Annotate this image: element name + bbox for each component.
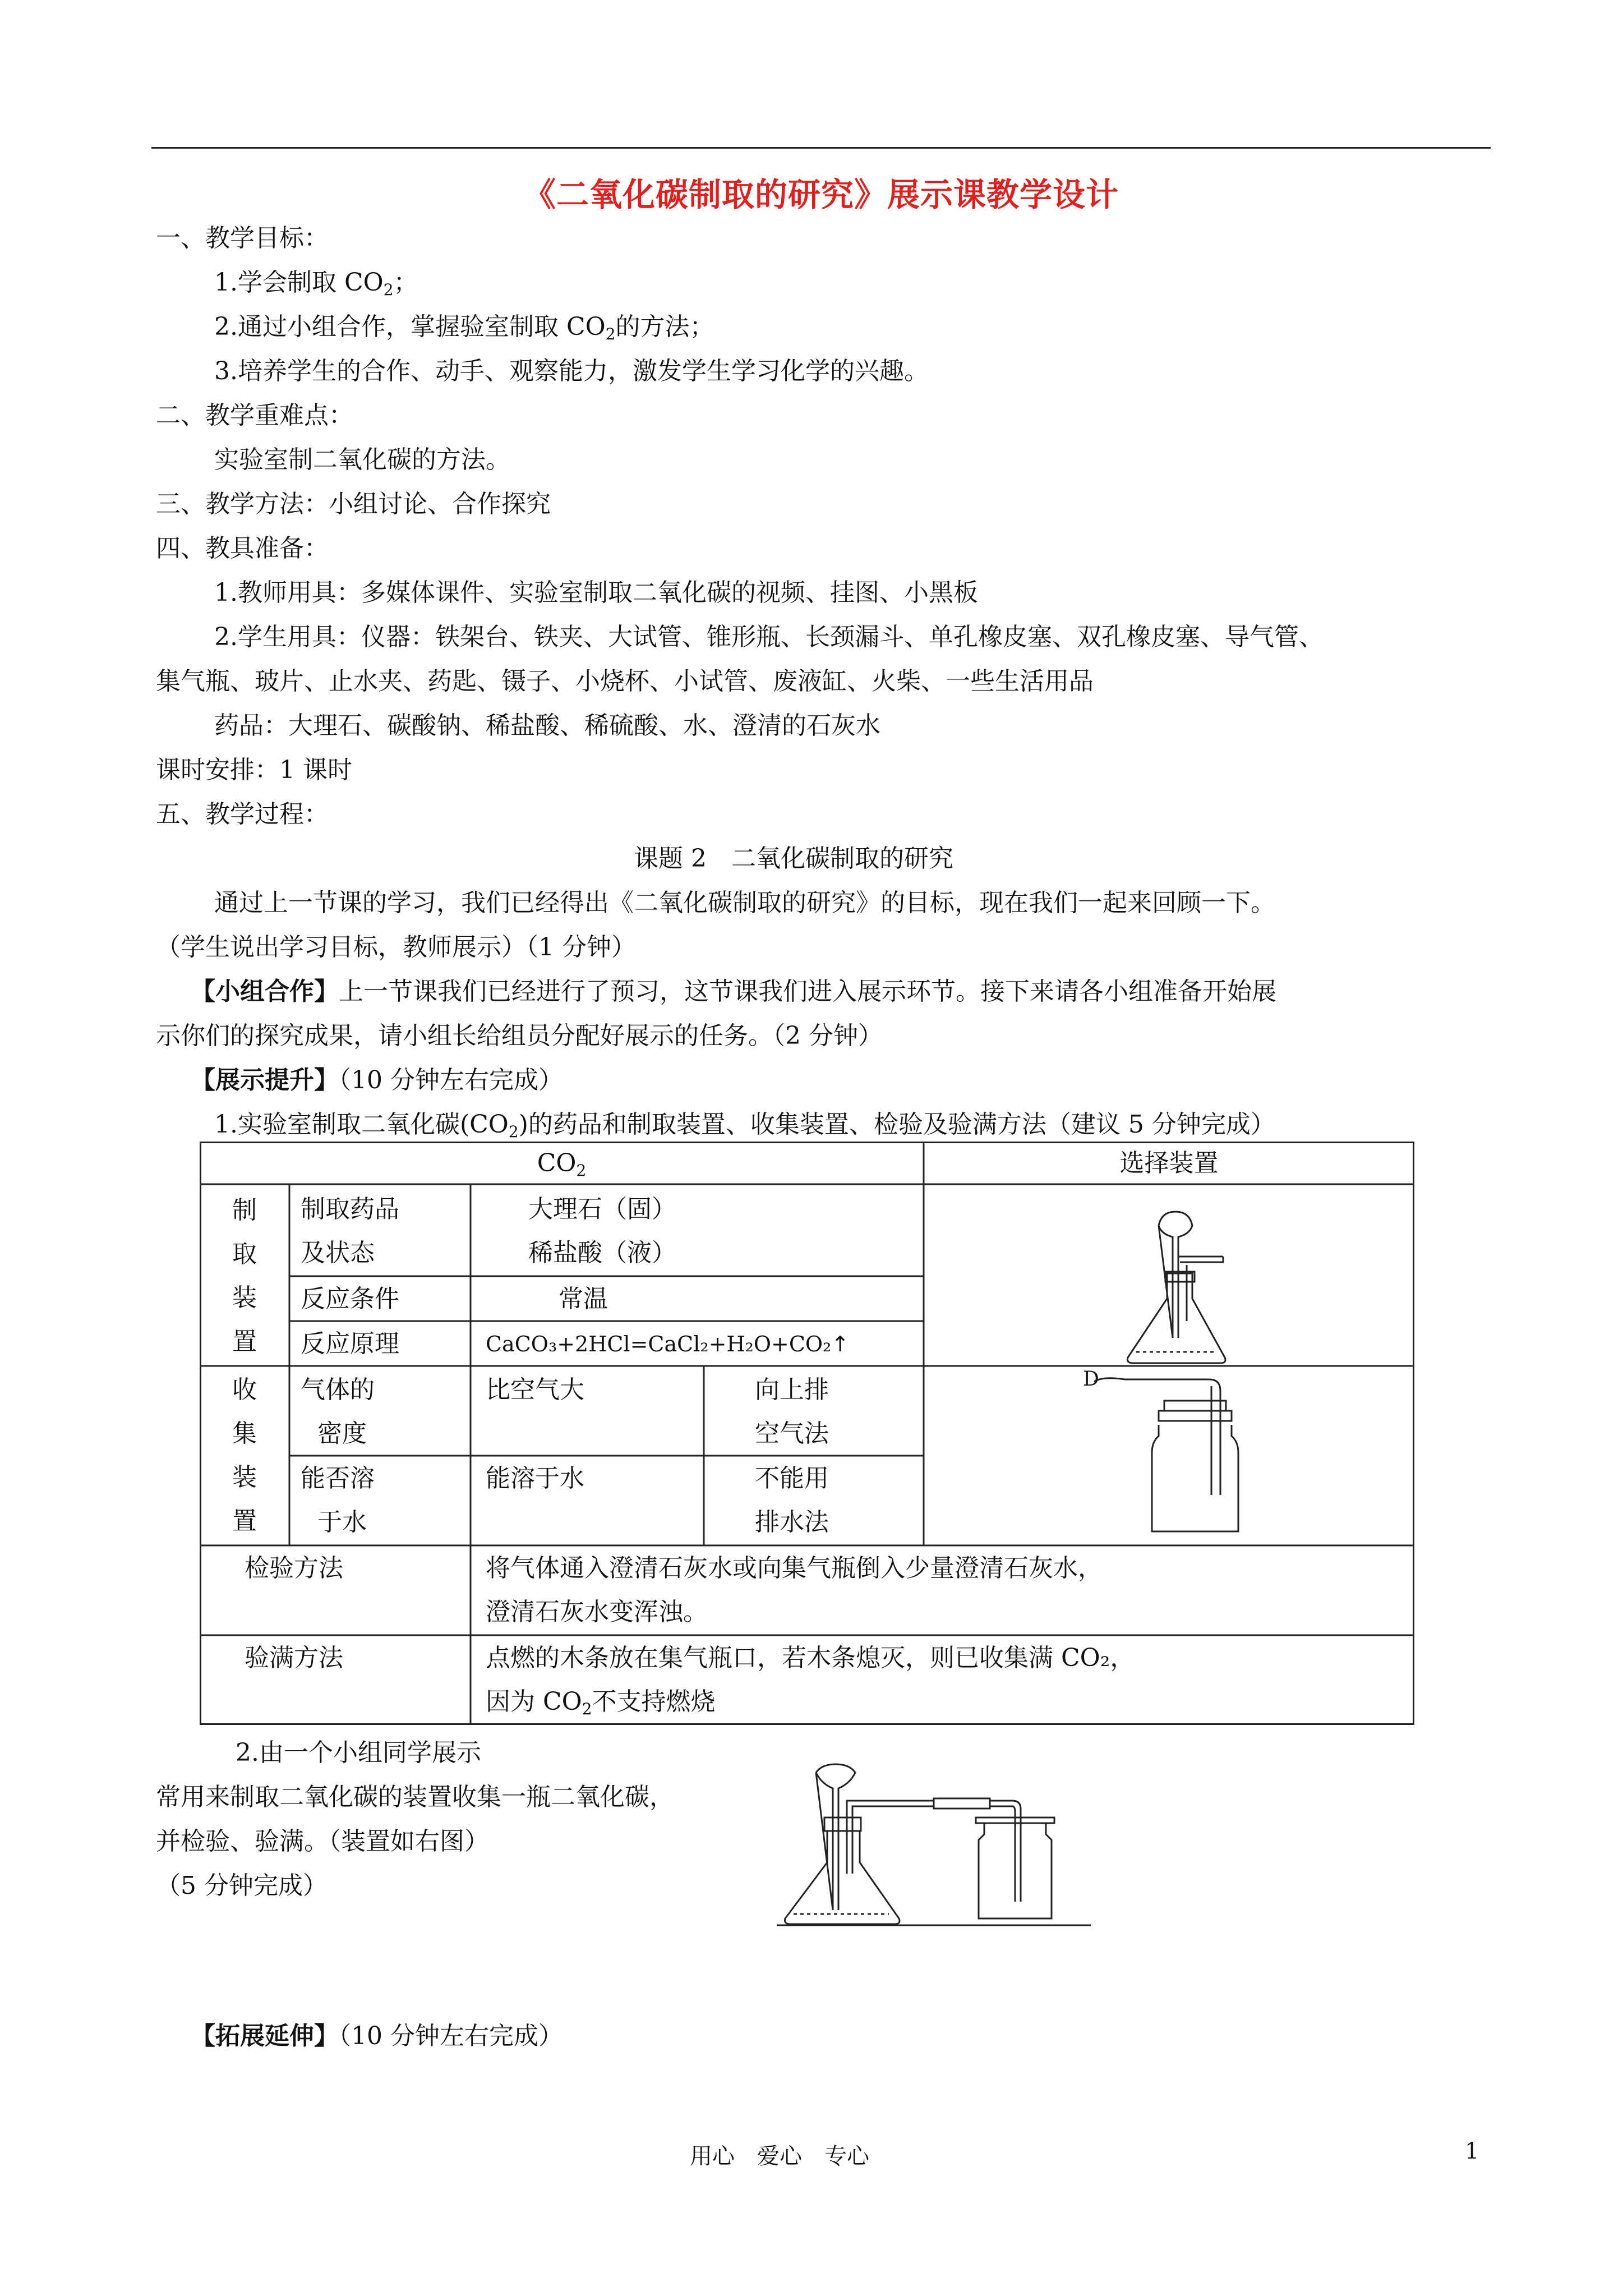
header-device: 选择装置 (1119, 1149, 1219, 1177)
intro-2: （学生说出学习目标，教师展示）（1 分钟） (156, 933, 636, 961)
solubility-method: 不能用 排水法 (755, 1464, 829, 1536)
method-line: 三、教学方法：小组讨论、合作探究 (156, 490, 551, 518)
intro-1: 通过上一节课的学习，我们已经得出《二氧化碳制取的研究》的目标，现在我们一起来回顾一下。 (214, 889, 1275, 917)
schedule-line: 课时安排：1 课时 (156, 756, 352, 784)
goals-heading: 一、教学目标： (156, 224, 329, 252)
group-paragraph-1: 【小组合作】上一节课我们已经进行了预习，这节课我们进入展示环节。接下来请各小组准备开始展 (191, 977, 1276, 1006)
header-rule (151, 147, 1491, 149)
goal-1: 1.学会制取 $CO_2$； (214, 268, 418, 299)
test-label: 检验方法 (245, 1554, 343, 1582)
principle-equation: CaCO₃+2HCl=CaCl₂+H₂O+CO₂↑ (486, 1332, 850, 1356)
drug-label: 制取药品 及状态 (301, 1195, 399, 1267)
condition-label: 反应条件 (301, 1285, 399, 1313)
group-2-label: 收 集 装 置 (232, 1375, 257, 1535)
group-tag: 【小组合作】 (191, 977, 339, 1006)
drugs-line: 药品：大理石、碳酸钠、稀盐酸、稀硫酸、水、澄清的石灰水 (214, 711, 880, 740)
solubility-label: 能否溶 于水 (301, 1464, 375, 1536)
test-value: 将气体通入澄清石灰水或向集气瓶倒入少量澄清石灰水， 澄清石灰水变浑浊。 (486, 1554, 1103, 1626)
extend-tag: 【拓展延伸】 (191, 2022, 339, 2050)
task-2-line-1: 常用来制取二氧化碳的装置收集一瓶二氧化碳， (156, 1783, 674, 1811)
generator-flask-icon (1119, 1209, 1237, 1377)
prep-student-1: 2.学生用具：仪器：铁架台、铁夹、大试管、锥形瓶、长颈漏斗、单孔橡皮塞、双孔橡皮塞、导气管、 (214, 623, 1324, 651)
header-co2: $CO_2$ (537, 1149, 587, 1180)
device-letter: D (1083, 1368, 1099, 1391)
gas-jar-icon (1091, 1372, 1254, 1540)
density-method: 向上排 空气法 (755, 1375, 829, 1448)
prep-heading: 四、教具准备： (156, 534, 329, 563)
task-2-line-2: 并检验、验满。（装置如右图） (156, 1827, 489, 1856)
full-value: 点燃的木条放在集气瓶口，若木条熄灭，则已收集满 CO₂， 因为 $CO_2$不支持燃烧 (486, 1644, 1135, 1718)
group-paragraph-2: 示你们的探究成果，请小组长给组员分配好展示的任务。（2 分钟） (156, 1022, 883, 1050)
extend-line: 【拓展延伸】（10 分钟左右完成） (191, 2022, 563, 2050)
show-line: 【展示提升】（10 分钟左右完成） (191, 1066, 563, 1094)
page-number: 1 (1465, 2138, 1479, 2164)
process-heading: 五、教学过程： (156, 800, 329, 829)
document-title: 《二氧化碳制取的研究》展示课教学设计 (523, 176, 1119, 214)
condition-value: 常温 (559, 1285, 608, 1313)
task-2-title: 2.由一个小组同学展示 (236, 1738, 481, 1767)
principle-label: 反应原理 (301, 1329, 399, 1358)
prep-teacher: 1.教师用具：多媒体课件、实验室制取二氧化碳的视频、挂图、小黑板 (214, 578, 978, 607)
full-label: 验满方法 (245, 1644, 343, 1672)
key-heading: 二、教学重难点： (156, 401, 353, 430)
goal-3: 3.培养学生的合作、动手、观察能力，激发学生学习化学的兴趣。 (214, 357, 929, 385)
apparatus-figure (777, 1761, 1108, 1930)
topic-line: 课题 2 二氧化碳制取的研究 (634, 844, 953, 873)
co2-table (200, 1142, 1414, 1725)
group-1-label: 制 取 装 置 (232, 1196, 257, 1356)
show-tag: 【展示提升】 (191, 1066, 339, 1094)
solubility-value: 能溶于水 (486, 1464, 584, 1493)
prep-student-2: 集气瓶、玻片、止水夹、药匙、镊子、小烧杯、小试管、废液缸、火柴、一些生活用品 (156, 667, 1094, 696)
task-1-line: 1.实验室制取二氧化碳$(CO_2)$的药品和制取装置、收集装置、检验及验满方法（建议 5 分钟完成） (214, 1110, 1275, 1141)
density-value: 比空气大 (486, 1375, 584, 1404)
task-2-time: （5 分钟完成） (156, 1871, 328, 1900)
density-label: 气体的 密度 (301, 1375, 375, 1448)
goal-2: 2.通过小组合作，掌握验室制取 $CO_2$的方法； (214, 312, 714, 343)
drug-values: 大理石（固） 稀盐酸（液） (528, 1195, 676, 1267)
key-text: 实验室制二氧化碳的方法。 (214, 445, 510, 474)
footer-motto: 用心 爱心 专心 (690, 2143, 869, 2169)
